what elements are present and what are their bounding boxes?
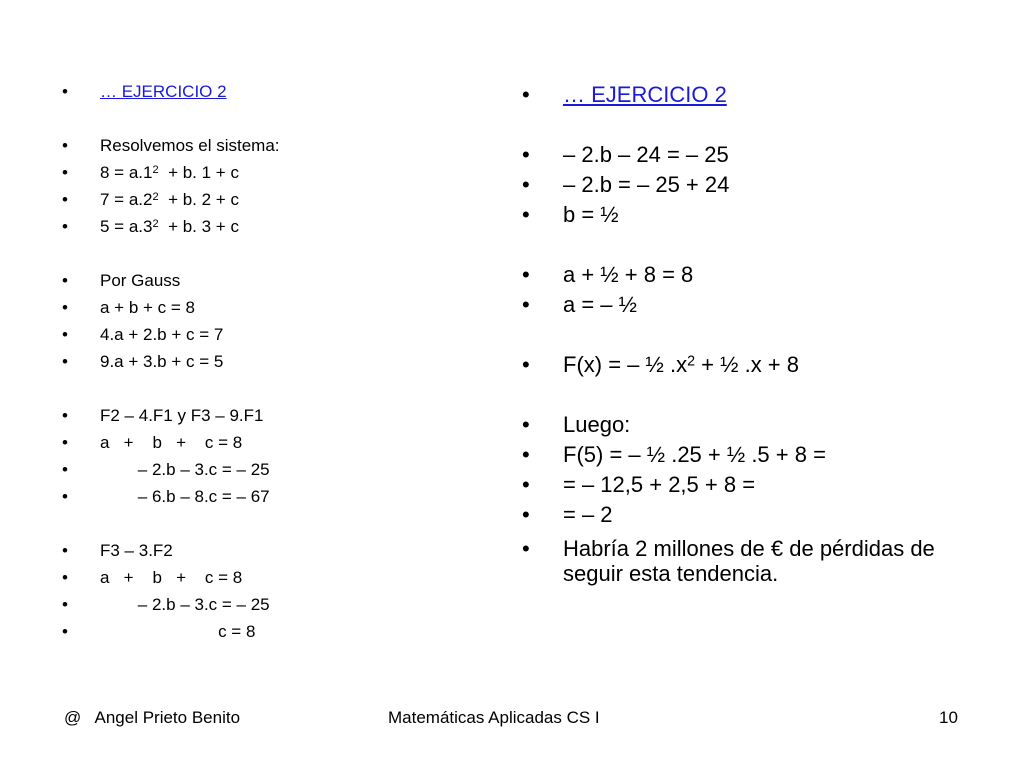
list-item	[60, 456, 460, 483]
conclusion-text: Habría 2 millones de € de pérdidas de seguir esta tendencia.	[563, 536, 935, 586]
list-item	[520, 170, 1000, 200]
list-item	[60, 321, 460, 348]
list-item	[520, 500, 1000, 530]
list-item	[60, 78, 460, 105]
bullet: •	[522, 472, 530, 497]
bullet: •	[62, 82, 68, 101]
spacer	[60, 510, 460, 537]
equation-part: + b. 1 + c	[158, 163, 239, 182]
list-item	[520, 140, 1000, 170]
solution-line: Luego:	[563, 412, 631, 437]
bullet: •	[62, 352, 68, 371]
bullet: •	[62, 163, 68, 182]
exponent: 2	[687, 353, 696, 370]
footer-author: @ Angel Prieto Benito	[64, 708, 241, 727]
list-item	[60, 618, 460, 645]
equation-part: + b. 2 + c	[158, 190, 239, 209]
bullet: •	[62, 217, 68, 236]
slide-footer	[0, 706, 1024, 730]
gauss-line: 4.a + 2.b + c = 7	[100, 325, 224, 344]
exercise-heading: … EJERCICIO 2	[100, 82, 227, 101]
spacer	[60, 105, 460, 132]
bullet: •	[522, 292, 530, 317]
spacer	[520, 110, 1000, 140]
solution-line: b = ½	[563, 202, 619, 227]
solution-line: a = – ½	[563, 292, 638, 317]
exponent: 2	[152, 218, 159, 231]
step-line: F2 – 4.F1 y F3 – 9.F1	[100, 406, 264, 425]
exponent: 2	[152, 191, 159, 204]
bullet: •	[62, 136, 68, 155]
bullet: •	[62, 487, 68, 506]
bullet: •	[62, 541, 68, 560]
list-item	[520, 80, 1000, 110]
bullet: •	[522, 262, 530, 287]
system-intro: Resolvemos el sistema:	[100, 136, 280, 155]
equation-part: 8 = a.1	[100, 163, 153, 182]
solution-line: = – 12,5 + 2,5 + 8 =	[563, 472, 756, 497]
gauss-line: 9.a + 3.b + c = 5	[100, 352, 224, 371]
solution-line: F(5) = – ½ .25 + ½ .5 + 8 =	[563, 442, 826, 467]
step-line: – 2.b – 3.c = – 25	[100, 460, 270, 479]
bullet: •	[522, 352, 530, 377]
list-item	[60, 159, 460, 186]
step-line: c = 8	[100, 622, 256, 641]
exponent: 2	[152, 164, 159, 177]
list-item	[60, 429, 460, 456]
bullet: •	[522, 442, 530, 467]
left-column	[60, 78, 460, 645]
bullet: •	[62, 298, 68, 317]
bullet: •	[522, 412, 530, 437]
step-line: – 6.b – 8.c = – 67	[100, 487, 270, 506]
bullet: •	[522, 536, 530, 561]
list-item	[520, 290, 1000, 320]
footer-title: Matemáticas Aplicadas CS I	[388, 708, 600, 727]
list-item	[520, 470, 1000, 500]
bullet: •	[522, 502, 530, 527]
bullet: •	[62, 325, 68, 344]
equation-part: 5 = a.3	[100, 217, 153, 236]
list-item	[60, 213, 460, 240]
bullet: •	[522, 172, 530, 197]
list-item	[60, 132, 460, 159]
list-item	[60, 186, 460, 213]
function-part: F(x) = – ½ .x	[563, 352, 688, 377]
bullet: •	[62, 406, 68, 425]
list-item	[520, 440, 1000, 470]
bullet: •	[522, 82, 530, 107]
bullet: •	[62, 190, 68, 209]
list-item	[520, 536, 1000, 586]
list-item	[60, 537, 460, 564]
list-item	[60, 402, 460, 429]
equation-part: 7 = a.2	[100, 190, 153, 209]
spacer	[60, 375, 460, 402]
spacer	[520, 380, 1000, 410]
equation-part: + b. 3 + c	[158, 217, 239, 236]
solution-line: a + ½ + 8 = 8	[563, 262, 694, 287]
bullet: •	[522, 202, 530, 227]
list-item	[520, 410, 1000, 440]
bullet: •	[62, 568, 68, 587]
step-line: a + b + c = 8	[100, 433, 243, 452]
gauss-line: a + b + c = 8	[100, 298, 195, 317]
page-number: 10	[939, 708, 958, 727]
list-item	[520, 200, 1000, 230]
list-item	[60, 348, 460, 375]
solution-line: = – 2	[563, 502, 613, 527]
bullet: •	[62, 460, 68, 479]
spacer	[520, 320, 1000, 350]
spacer	[520, 230, 1000, 260]
list-item	[60, 564, 460, 591]
gauss-line: Por Gauss	[100, 271, 181, 290]
list-item	[60, 591, 460, 618]
right-column	[520, 80, 1000, 586]
step-line: a + b + c = 8	[100, 568, 243, 587]
bullet: •	[62, 595, 68, 614]
list-item	[60, 294, 460, 321]
bullet: •	[62, 622, 68, 641]
list-item	[60, 267, 460, 294]
bullet: •	[522, 142, 530, 167]
step-line: – 2.b – 3.c = – 25	[100, 595, 270, 614]
function-part: + ½ .x + 8	[695, 352, 799, 377]
exercise-heading: … EJERCICIO 2	[563, 82, 727, 107]
list-item	[520, 350, 1000, 380]
list-item	[520, 260, 1000, 290]
step-line: F3 – 3.F2	[100, 541, 173, 560]
bullet: •	[62, 433, 68, 452]
solution-line: – 2.b = – 25 + 24	[563, 172, 730, 197]
bullet: •	[62, 271, 68, 290]
list-item	[60, 483, 460, 510]
solution-line: – 2.b – 24 = – 25	[563, 142, 729, 167]
spacer	[60, 240, 460, 267]
